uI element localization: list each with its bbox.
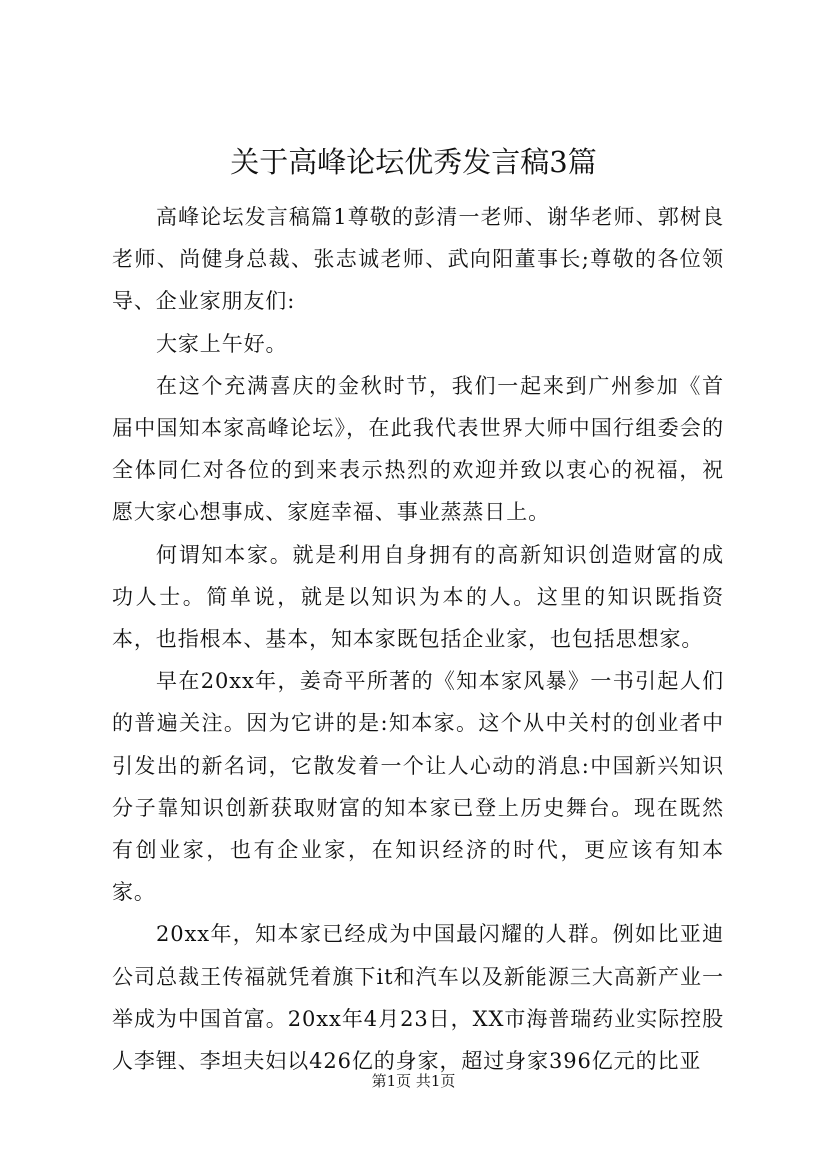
document-body	[112, 196, 724, 1082]
paragraph: 大家上午好。	[156, 331, 288, 356]
paragraph: 高峰论坛发言稿篇1尊敬的彭清一老师、谢华老师、郭树良老师、尚健身总裁、张志诚老师、武向阳董事长;尊敬的各位领导、企业家朋友们:	[112, 205, 724, 314]
paragraph: 20xx年，知本家已经成为中国最闪耀的人群。例如比亚迪公司总裁王传福就凭着旗下it和汽车以及新能源三大高新产业一举成为中国首富。20xx年4月23日，XX市海普瑞药业实际控股人李锂、李坦夫妇以426亿的身家，超过身家396亿元的比亚	[112, 922, 724, 1074]
document-title: 关于高峰论坛优秀发言稿3篇	[230, 145, 597, 179]
page-number-footer: 第1页 共1页	[371, 1072, 456, 1090]
paragraph: 在这个充满喜庆的金秋时节，我们一起来到广州参加《首届中国知本家高峰论坛》，在此我代表世界大师中国行组委会的全体同仁对各位的到来表示热烈的欢迎并致以衷心的祝福，祝愿大家心想事成、家庭幸福、事业蒸蒸日上。	[112, 373, 724, 525]
paragraph: 早在20xx年，姜奇平所著的《知本家风暴》一书引起人们的普遍关注。因为它讲的是:知本家。这个从中关村的创业者中引发出的新名词，它散发着一个让人心动的消息:中国新兴知识分子靠知识创新获取财富的知本家已登上历史舞台。现在既然有创业家，也有企业家，在知识经济的时代，更应该有知本家。	[112, 669, 724, 905]
paragraph: 何谓知本家。就是利用自身拥有的高新知识创造财富的成功人士。简单说，就是以知识为本的人。这里的知识既指资本，也指根本、基本，知本家既包括企业家，也包括思想家。	[112, 542, 724, 652]
